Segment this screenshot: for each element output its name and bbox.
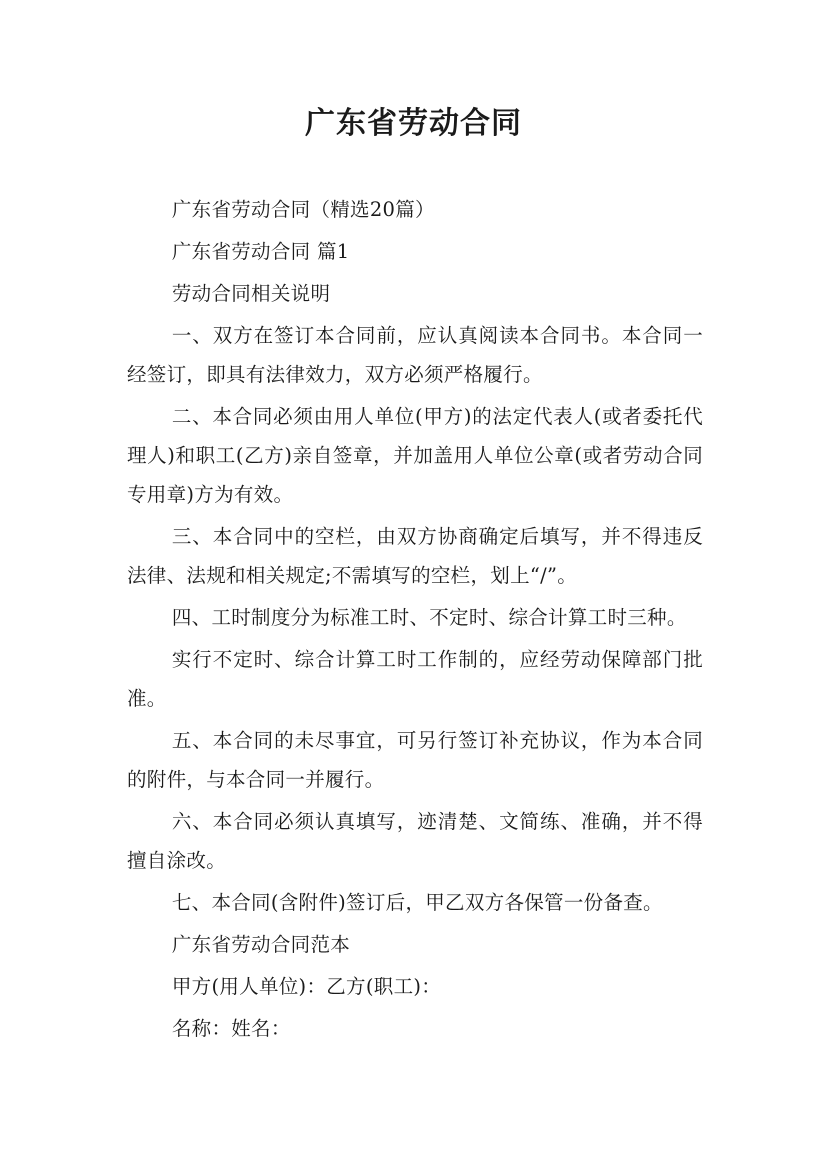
- paragraph-name-fields: 名称：姓名：: [171, 1017, 291, 1040]
- paragraph-section-heading: 广东省劳动合同 篇1: [171, 240, 350, 263]
- paragraph-note-4: 四、工时制度分为标准工时、不定时、综合计算工时三种。: [171, 606, 687, 629]
- document-body: [127, 190, 703, 1051]
- paragraph-note-7: 七、本合同(含附件)签订后，甲乙双方各保管一份备查。: [171, 891, 663, 914]
- paragraph-parties: 甲方(用人单位)：乙方(职工)：: [171, 975, 442, 998]
- paragraph-subtitle: 广东省劳动合同（精选20篇）: [171, 198, 435, 221]
- paragraph-notes-heading: 劳动合同相关说明: [171, 282, 331, 305]
- paragraph-template-heading: 广东省劳动合同范本: [171, 933, 351, 956]
- paragraph-note-3: 三、本合同中的空栏，由双方协商确定后填写，并不得违反法律、法规和相关规定;不需填写的空栏，划上“/”。: [127, 525, 703, 587]
- paragraph-note-4-detail: 实行不定时、综合计算工时工作制的，应经劳动保障部门批准。: [127, 648, 703, 710]
- document-title: 广东省劳动合同: [305, 106, 522, 141]
- paragraph-note-2: 二、本合同必须由用人单位(甲方)的法定代表人(或者委托代理人)和职工(乙方)亲自签章，并加盖用人单位公章(或者劳动合同专用章)方为有效。: [127, 405, 703, 506]
- paragraph-note-1: 一、双方在签订本合同前，应认真阅读本合同书。本合同一经签订，即具有法律效力，双方必须严格履行。: [127, 324, 703, 386]
- paragraph-note-5: 五、本合同的未尽事宜，可另行签订补充协议，作为本合同的附件，与本合同一并履行。: [127, 729, 703, 791]
- paragraph-note-6: 六、本合同必须认真填写，迹清楚、文简练、准确，并不得擅自涂改。: [127, 810, 703, 872]
